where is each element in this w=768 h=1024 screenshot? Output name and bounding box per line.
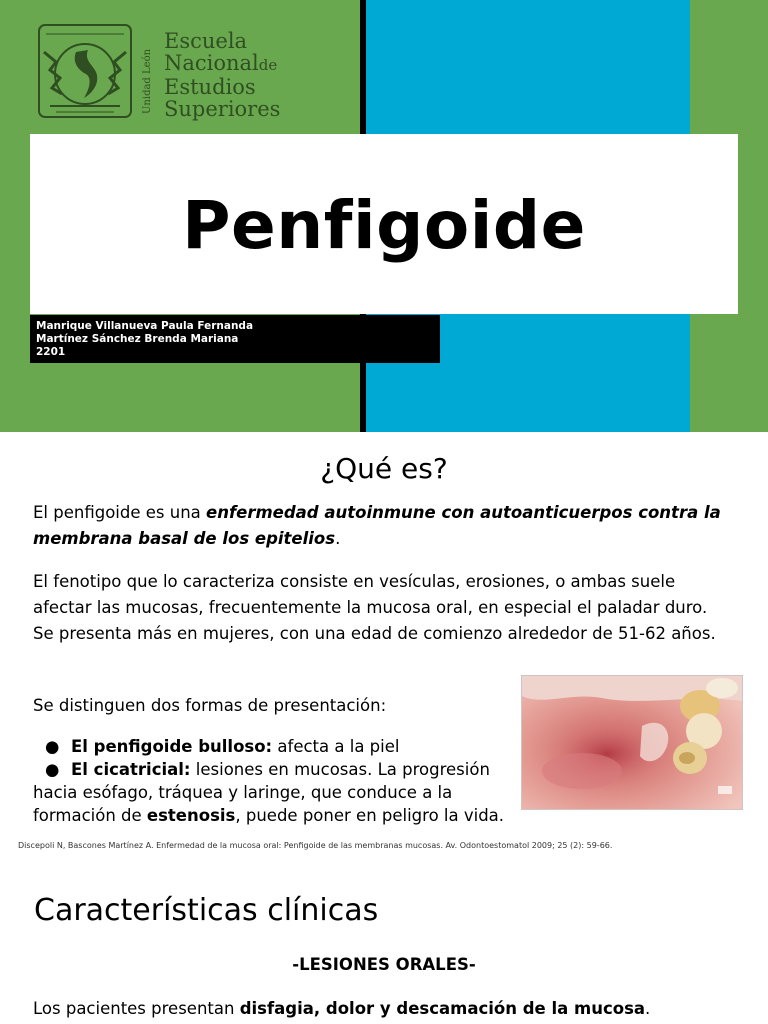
emphasis-text: enfermedad autoinmune con autoanticuerpos contra la membrana basal de los epitelios	[33, 503, 721, 548]
section-title: ¿Qué es?	[320, 452, 448, 485]
bullet-icon: ●	[45, 737, 60, 756]
author-name: Manrique Villanueva Paula Fernanda	[36, 320, 254, 332]
text: .	[645, 999, 651, 1018]
authors-box	[30, 315, 440, 363]
school-name-line: Estudios	[164, 75, 256, 99]
title-slide	[0, 0, 768, 432]
oral-mucosa-image-icon	[522, 676, 743, 810]
content-slide	[0, 432, 768, 1024]
school-name-line	[164, 52, 280, 76]
text: lesiones en mucosas. La progresión hacia esófago, tráquea y laringe, que conduce a la formación de	[33, 760, 490, 825]
slide-title: Penfigoide	[182, 187, 586, 264]
forms-list	[33, 735, 513, 827]
symptoms-paragraph	[33, 996, 753, 1022]
text: .	[335, 529, 341, 548]
unam-seal-icon	[36, 22, 134, 120]
emphasis-text: estenosis	[146, 806, 236, 825]
citation: Discepoli N, Bascones Martínez A. Enfermedad de la mucosa oral: Penfigoide de las membranas mucosas. Av. Odontoestomatol 2009; 25 (2): 59-66.	[18, 841, 613, 850]
list-item	[33, 735, 513, 758]
text: , puede poner en peligro la vida.	[235, 806, 505, 825]
phenotype-paragraph: El fenotipo que lo caracteriza consiste en vesículas, erosiones, o ambas suele afectar las mucosas, frecuentemente la mucosa oral, en especial el paladar duro. Se presenta más en mujeres, con una edad de comienzo alrededor de 51-62 años.	[33, 572, 716, 643]
emphasis-text: disfagia, dolor y descamación de la mucosa	[239, 999, 646, 1018]
definition-paragraph	[33, 500, 733, 552]
school-name-word: de	[258, 56, 278, 74]
text: Los pacientes presentan	[33, 999, 240, 1018]
school-logo	[36, 22, 296, 122]
school-name-word: Nacional	[164, 51, 259, 75]
school-name-line: Superiores	[164, 97, 281, 121]
title-box	[30, 134, 738, 314]
emphasis-text: El cicatricial:	[71, 760, 191, 779]
text: El penfigoide es una	[33, 503, 207, 522]
section-subtitle: -LESIONES ORALES-	[292, 955, 476, 974]
school-name-line: Escuela	[164, 29, 248, 53]
school-name	[164, 30, 280, 120]
author-name: Martínez Sánchez Brenda Mariana	[36, 333, 239, 345]
list-item	[33, 758, 513, 827]
text: afecta a la piel	[272, 737, 400, 756]
section-title: Características clínicas	[34, 893, 379, 928]
forms-intro: Se distinguen dos formas de presentación:	[33, 696, 387, 715]
school-unit-label: Unidad León	[142, 48, 153, 114]
bullet-icon: ●	[45, 760, 60, 779]
group-number: 2201	[36, 346, 66, 358]
oral-lesion-photo	[521, 675, 743, 810]
emphasis-text: El penfigoide bulloso:	[71, 737, 273, 756]
